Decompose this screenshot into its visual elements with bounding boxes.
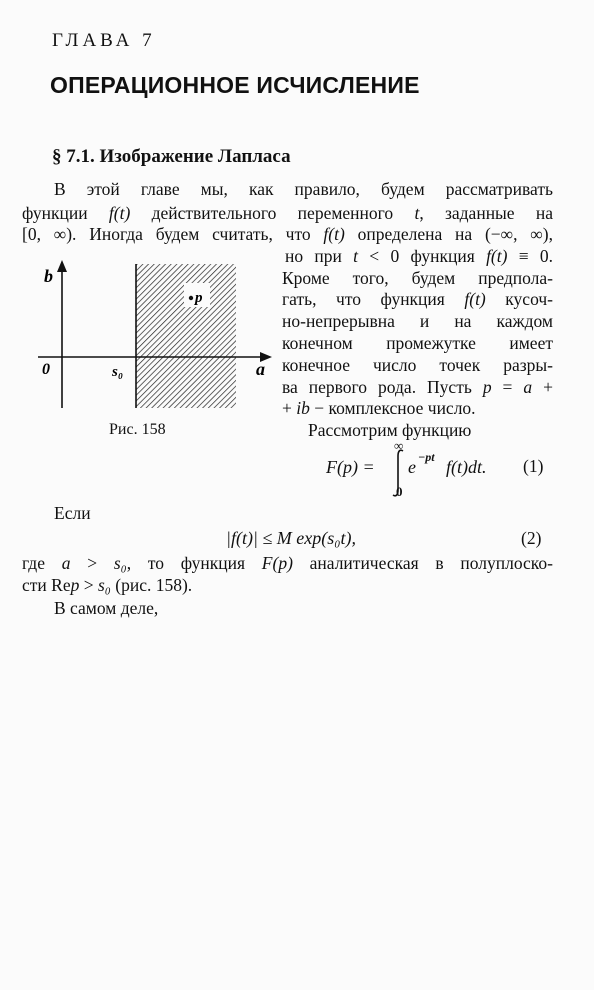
equation-number-2: (2) [521,528,542,548]
formula-1-lhs: F(p) = [326,457,375,477]
after-line-3: В самом деле, [54,598,159,618]
figure-158 [28,254,280,418]
exp-superscript: −pt [418,450,435,464]
paragraph-line-1: В этой главе мы, как правило, будем рассматривать [54,179,553,199]
paragraph-line-6: гать, что функция f(t) кусоч- [282,289,553,309]
paragraph-line-5: Кроме того, будем предпола- [282,268,553,288]
paragraph-line-11: + ib − комплексное число. [282,398,476,418]
integrand-rest: f(t)dt. [446,457,487,477]
paragraph-line-10: ва первого рода. Пусть p = a + [282,377,553,397]
equation-number-1: (1) [523,456,544,476]
figure-caption: Рис. 158 [109,421,166,438]
after-line-1: где a > s₀, то функция F(p) аналитическая в полуплоско- [22,553,553,573]
chapter-title: ОПЕРАЦИОННОЕ ИСЧИСЛЕНИЕ [50,72,420,98]
axis-a-label: a [256,359,265,379]
exp-base: e [408,457,416,477]
paragraph-line-9: конечное число точек разры- [282,355,553,375]
point-p-label: p [195,290,203,306]
section-heading: § 7.1. Изображение Лапласа [52,146,291,167]
origin-label: 0 [42,361,50,378]
point-p [189,296,193,300]
s0-label: s₀ [112,364,124,380]
integral-upper-limit: ∞ [394,438,404,453]
paragraph-line-3: [0, ∞). Иногда будем считать, что f(t) определена на (−∞, ∞), [22,224,553,244]
integral-lower-limit: 0 [396,484,403,499]
b-axis-arrow-icon [57,260,67,272]
paragraph-line-12: Рассмотрим функцию [308,420,472,440]
paragraph-line-4: но при t < 0 функция f(t) ≡ 0. [285,246,553,266]
axis-b-label: b [44,266,53,286]
paragraph-line-8: конечном промежутке имеет [282,333,553,353]
paragraph-line-7: но-непрерывна и на каждом [282,311,553,331]
word-esli: Если [54,503,91,523]
chapter-heading: ГЛАВА 7 [52,30,156,51]
paragraph-line-2: функции f(t) действительного переменного t, заданные на [22,203,553,223]
formula-2: |f(t)| ≤ M exp(s₀t), [226,528,356,548]
after-line-2: сти Rep > s₀ (рис. 158). [22,575,193,595]
